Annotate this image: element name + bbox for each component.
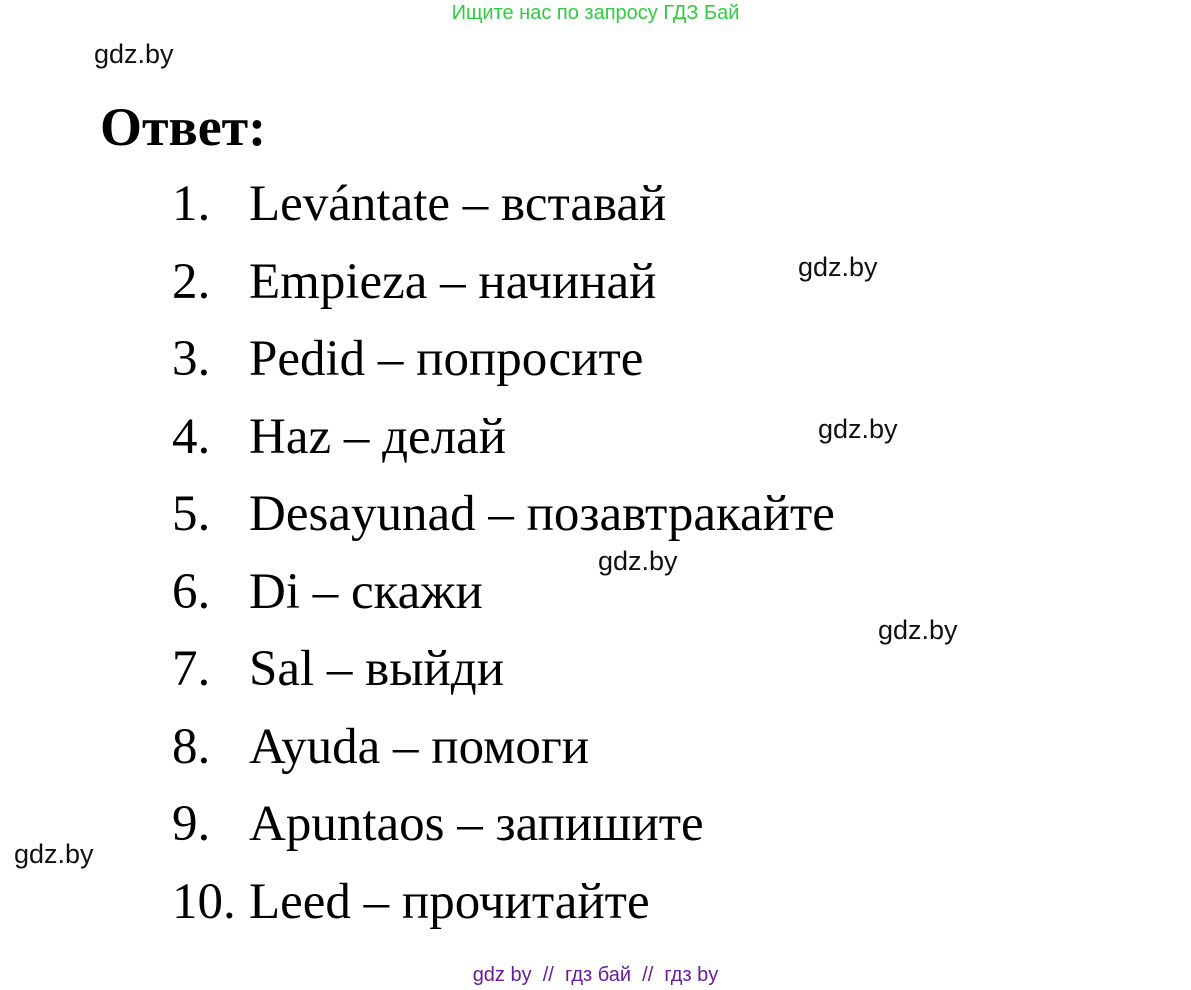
- item-number: 3.: [172, 331, 211, 387]
- watermark: gdz.by: [598, 546, 678, 576]
- list-item: [172, 786, 835, 864]
- top-banner: Ищите нас по запросу ГДЗ Бай: [451, 2, 740, 24]
- answer-list: [172, 166, 835, 941]
- item-text: Levántate – вставай: [249, 176, 667, 232]
- item-text: Ayuda – помоги: [249, 718, 590, 775]
- item-text: Haz – делай: [249, 408, 507, 465]
- item-number: 5.: [172, 486, 211, 542]
- watermark: gdz.by: [798, 252, 878, 282]
- item-number: 8.: [172, 718, 211, 775]
- item-number: 1.: [172, 176, 211, 232]
- item-number: 2.: [172, 253, 211, 310]
- footer-watermark: gdz by // гдз бай // гдз by: [472, 964, 719, 986]
- watermark: gdz.by: [94, 39, 174, 69]
- list-item: [172, 244, 835, 322]
- item-text: Leed – прочитайте: [249, 873, 650, 930]
- item-text: Pedid – попросите: [249, 331, 644, 387]
- list-item: [172, 476, 835, 554]
- item-text: Sal – выйди: [249, 641, 505, 697]
- answer-heading: Ответ:: [100, 97, 267, 157]
- list-item: [172, 166, 835, 244]
- item-number: 4.: [172, 408, 211, 465]
- item-text: Empieza – начинай: [249, 253, 657, 310]
- item-number: 9.: [172, 796, 211, 852]
- watermark: gdz.by: [878, 615, 958, 645]
- list-item: [172, 399, 835, 477]
- list-item: [172, 864, 835, 942]
- list-item: [172, 631, 835, 709]
- list-item: [172, 321, 835, 399]
- list-item: [172, 709, 835, 787]
- watermark: gdz.by: [14, 839, 94, 869]
- item-number: 7.: [172, 641, 211, 697]
- item-number: 10.: [172, 873, 236, 930]
- list-item: [172, 554, 835, 632]
- watermark: gdz.by: [818, 414, 898, 444]
- item-text: Apuntaos – запишите: [249, 796, 704, 852]
- item-text: Desayunad – позавтракайте: [249, 486, 835, 542]
- item-number: 6.: [172, 563, 211, 620]
- item-text: Di – скажи: [249, 563, 483, 620]
